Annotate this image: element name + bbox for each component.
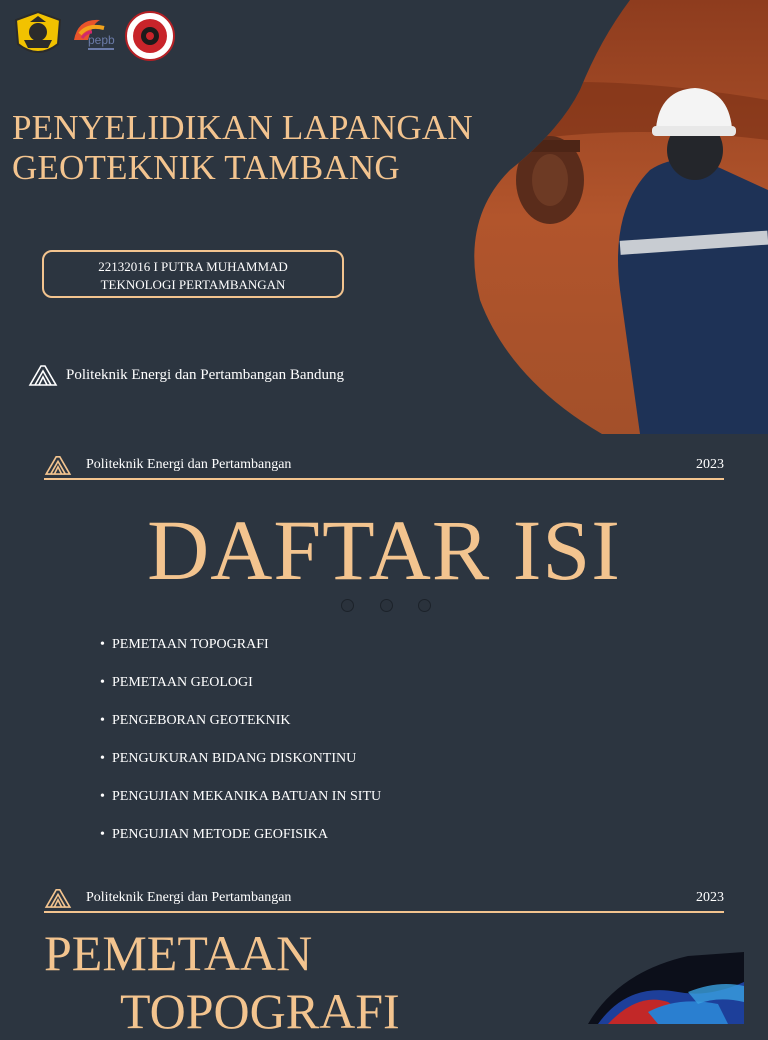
toc-item: • PENGEBORAN GEOTEKNIK <box>100 713 291 728</box>
toc-item: • PEMETAAN GEOLOGI <box>100 675 253 690</box>
institution-logo-icon <box>28 364 58 386</box>
section-title <box>44 924 400 1040</box>
cover-institution-name: Politeknik Energi dan Pertambangan Bandung <box>66 366 345 383</box>
toc-header <box>44 452 724 480</box>
round-seal-logo <box>124 10 176 62</box>
cover-title-line1: PENYELIDIKAN LAPANGAN <box>12 108 473 147</box>
institution-logo-icon <box>44 455 72 475</box>
section-title-line2: TOPOGRAFI <box>120 983 400 1039</box>
dot-icon <box>418 599 431 612</box>
cover-title-line2: GEOTEKNIK TAMBANG <box>12 148 400 187</box>
author-name: 22132016 I PUTRA MUHAMMAD <box>98 259 288 274</box>
pepb-logo <box>70 10 120 60</box>
toc-item: • PENGUJIAN METODE GEOFISIKA <box>100 827 328 842</box>
author-box <box>42 250 344 298</box>
decorative-dots <box>341 599 431 615</box>
toc-title: DAFTAR ISI <box>147 502 621 598</box>
toc-list <box>100 635 381 863</box>
esdm-logo <box>12 10 64 60</box>
pepb-logo-text: pepb <box>88 33 115 47</box>
mining-worker-photo <box>470 0 768 434</box>
topography-map-image <box>588 952 744 1024</box>
toc-item: • PEMETAAN TOPOGRAFI <box>100 637 269 652</box>
section-header-year: 2023 <box>696 890 724 905</box>
dot-icon <box>341 599 354 612</box>
cover-title <box>12 108 492 188</box>
toc-header-year: 2023 <box>696 457 724 472</box>
section-header-institution: Politeknik Energi dan Pertambangan <box>86 890 292 905</box>
cover-institution <box>28 364 344 386</box>
section-header <box>44 885 724 913</box>
section-title-line1: PEMETAAN <box>44 925 313 981</box>
toc-item: • PENGUJIAN MEKANIKA BATUAN IN SITU <box>100 789 382 804</box>
toc-header-institution: Politeknik Energi dan Pertambangan <box>86 457 292 472</box>
author-program: TEKNOLOGI PERTAMBANGAN <box>100 277 286 292</box>
institution-logo-icon <box>44 888 72 908</box>
dot-icon <box>380 599 393 612</box>
toc-item: • PENGUKURAN BIDANG DISKONTINU <box>100 751 357 766</box>
